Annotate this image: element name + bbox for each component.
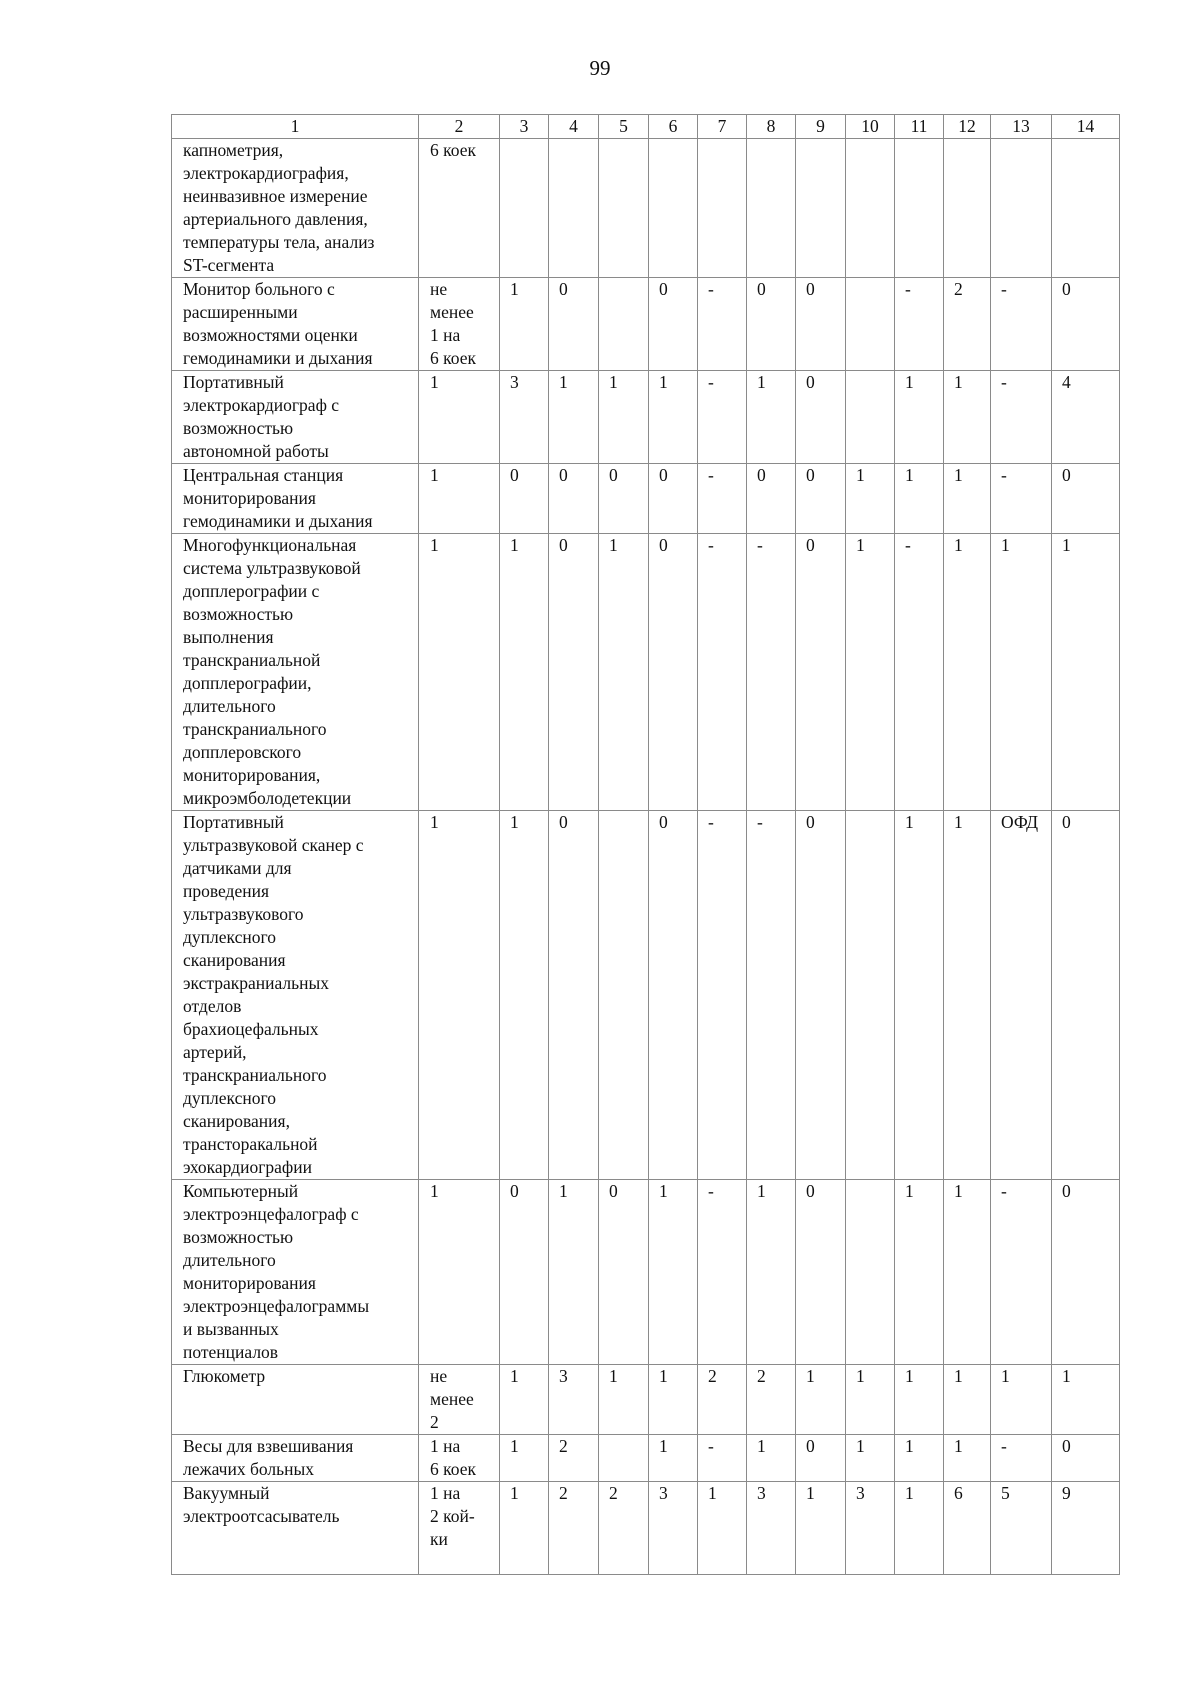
- value-cell: [698, 139, 747, 278]
- norm-line: 1: [430, 812, 439, 832]
- norm-cell: [419, 371, 500, 464]
- value-cell: [991, 139, 1052, 278]
- value-cell: 1: [895, 464, 944, 534]
- value-cell: 6: [944, 1482, 991, 1575]
- equipment-name-line: экстракраниальных: [183, 973, 329, 993]
- value-cell: 0: [796, 278, 846, 371]
- value-cell: 0: [796, 811, 846, 1180]
- equipment-name-line: Глюкометр: [183, 1366, 266, 1386]
- value-cell: 4: [1052, 371, 1120, 464]
- equipment-name-line: Весы для взвешивания: [183, 1436, 354, 1456]
- equipment-name-line: эхокардиографии: [183, 1157, 312, 1177]
- equipment-name-line: и вызванных: [183, 1319, 279, 1339]
- value-cell: 1: [895, 811, 944, 1180]
- value-cell: -: [991, 371, 1052, 464]
- column-header: 11: [895, 115, 944, 139]
- norm-line: 1: [430, 1181, 439, 1201]
- value-cell: [846, 371, 895, 464]
- column-header: 8: [747, 115, 796, 139]
- equipment-name-line: длительного: [183, 1250, 276, 1270]
- value-cell: 1: [944, 811, 991, 1180]
- norm-cell: [419, 1365, 500, 1435]
- equipment-name-line: датчиками для: [183, 858, 292, 878]
- equipment-name-line: сканирования,: [183, 1111, 290, 1131]
- equipment-name-line: трансторакальной: [183, 1134, 318, 1154]
- equipment-name-line: электроэнцефалограф с: [183, 1204, 359, 1224]
- equipment-name-cell: [172, 1180, 419, 1365]
- equipment-name-line: капнометрия,: [183, 140, 284, 160]
- norm-line: 6 коек: [430, 348, 476, 368]
- value-cell: -: [698, 1180, 747, 1365]
- equipment-name-cell: [172, 1482, 419, 1575]
- value-cell: -: [747, 534, 796, 811]
- value-cell: 1: [599, 1365, 649, 1435]
- norm-line: 1: [430, 535, 439, 555]
- column-header: 3: [500, 115, 549, 139]
- value-cell: 1: [649, 1435, 698, 1482]
- value-cell: 0: [649, 811, 698, 1180]
- equipment-name-line: электроэнцефалограммы: [183, 1296, 370, 1316]
- value-cell: -: [991, 1180, 1052, 1365]
- value-cell: 1: [649, 1365, 698, 1435]
- equipment-name-line: дуплексного: [183, 1088, 276, 1108]
- value-cell: 0: [649, 278, 698, 371]
- value-cell: -: [991, 278, 1052, 371]
- value-cell: -: [698, 278, 747, 371]
- value-cell: [846, 278, 895, 371]
- value-cell: 2: [549, 1482, 599, 1575]
- equipment-name-line: длительного: [183, 696, 276, 716]
- norm-line: не: [430, 279, 448, 299]
- value-cell: 0: [500, 464, 549, 534]
- value-cell: 0: [796, 1180, 846, 1365]
- equipment-name-line: Портативный: [183, 812, 284, 832]
- equipment-name-line: допплерографии,: [183, 673, 312, 693]
- value-cell: [944, 139, 991, 278]
- norm-cell: [419, 139, 500, 278]
- equipment-name-line: отделов: [183, 996, 242, 1016]
- equipment-name-line: Компьютерный: [183, 1181, 299, 1201]
- equipment-name-line: Центральная станция: [183, 465, 344, 485]
- table-row: [172, 1482, 1120, 1575]
- value-cell: -: [698, 1435, 747, 1482]
- equipment-name-line: микроэмболодетекции: [183, 788, 352, 808]
- table-row: [172, 371, 1120, 464]
- value-cell: 1: [796, 1365, 846, 1435]
- equipment-name-cell: [172, 811, 419, 1180]
- equipment-name-line: расширенными: [183, 302, 298, 322]
- value-cell: 1: [846, 1365, 895, 1435]
- value-cell: 1: [944, 464, 991, 534]
- norm-cell: [419, 1180, 500, 1365]
- column-header: 12: [944, 115, 991, 139]
- column-header: 13: [991, 115, 1052, 139]
- value-cell: [500, 139, 549, 278]
- value-cell: 1: [500, 278, 549, 371]
- equipment-name-cell: [172, 278, 419, 371]
- equipment-name-line: ультразвуковой сканер с: [183, 835, 364, 855]
- value-cell: 0: [747, 464, 796, 534]
- equipment-name-line: проведения: [183, 881, 270, 901]
- equipment-name-line: транскраниальной: [183, 650, 321, 670]
- norm-cell: [419, 1435, 500, 1482]
- table-row: [172, 1365, 1120, 1435]
- table-row: [172, 1180, 1120, 1365]
- value-cell: 1: [500, 811, 549, 1180]
- equipment-name-line: возможностью: [183, 418, 294, 438]
- norm-cell: [419, 1482, 500, 1575]
- value-cell: 1: [747, 1180, 796, 1365]
- column-header: 5: [599, 115, 649, 139]
- value-cell: 3: [500, 371, 549, 464]
- value-cell: 1: [1052, 534, 1120, 811]
- norm-line: 1: [430, 372, 439, 392]
- value-cell: [649, 139, 698, 278]
- value-cell: 1: [895, 1180, 944, 1365]
- value-cell: 1: [895, 1365, 944, 1435]
- value-cell: 0: [1052, 811, 1120, 1180]
- value-cell: 1: [500, 534, 549, 811]
- equipment-name-cell: [172, 371, 419, 464]
- value-cell: 0: [1052, 464, 1120, 534]
- norm-line: 1 на: [430, 1483, 461, 1503]
- equipment-name-line: допплеровского: [183, 742, 302, 762]
- norm-line: 1: [430, 465, 439, 485]
- value-cell: 1: [649, 1180, 698, 1365]
- value-cell: 1: [649, 371, 698, 464]
- equipment-name-cell: [172, 534, 419, 811]
- equipment-name-line: автономной работы: [183, 441, 329, 461]
- column-header: 7: [698, 115, 747, 139]
- value-cell: 1: [944, 534, 991, 811]
- value-cell: 0: [1052, 1435, 1120, 1482]
- norm-line: ки: [430, 1529, 448, 1549]
- equipment-name-line: Портативный: [183, 372, 284, 392]
- value-cell: 1: [1052, 1365, 1120, 1435]
- table-row: [172, 811, 1120, 1180]
- equipment-name-line: допплерографии с: [183, 581, 320, 601]
- column-header: 9: [796, 115, 846, 139]
- value-cell: 1: [846, 1435, 895, 1482]
- value-cell: 0: [549, 464, 599, 534]
- value-cell: 2: [698, 1365, 747, 1435]
- value-cell: 9: [1052, 1482, 1120, 1575]
- norm-line: 2: [430, 1412, 439, 1432]
- value-cell: [846, 1180, 895, 1365]
- value-cell: -: [895, 278, 944, 371]
- equipment-name-line: возможностями оценки: [183, 325, 358, 345]
- column-header: 14: [1052, 115, 1120, 139]
- value-cell: 0: [599, 464, 649, 534]
- norm-line: 6 коек: [430, 1459, 476, 1479]
- value-cell: 1: [599, 534, 649, 811]
- equipment-name-line: Монитор больного с: [183, 279, 335, 299]
- value-cell: 1: [895, 1435, 944, 1482]
- value-cell: 0: [796, 534, 846, 811]
- value-cell: -: [698, 534, 747, 811]
- value-cell: 0: [1052, 278, 1120, 371]
- norm-cell: [419, 464, 500, 534]
- equipment-name-line: лежачих больных: [183, 1459, 314, 1479]
- equipment-name-line: электрокардиография,: [183, 163, 349, 183]
- equipment-name-line: брахиоцефальных: [183, 1019, 319, 1039]
- equipment-name-line: Вакуумный: [183, 1483, 270, 1503]
- equipment-name-line: ультразвукового: [183, 904, 304, 924]
- norm-line: менее: [430, 302, 474, 322]
- value-cell: 0: [796, 371, 846, 464]
- norm-cell: [419, 278, 500, 371]
- value-cell: 2: [549, 1435, 599, 1482]
- norm-line: 2 кой-: [430, 1506, 475, 1526]
- norm-line: не: [430, 1366, 448, 1386]
- value-cell: 1: [944, 1435, 991, 1482]
- value-cell: 1: [500, 1482, 549, 1575]
- value-cell: 0: [549, 811, 599, 1180]
- equipment-name-line: гемодинамики и дыхания: [183, 348, 373, 368]
- value-cell: 0: [747, 278, 796, 371]
- value-cell: [1052, 139, 1120, 278]
- value-cell: 1: [549, 1180, 599, 1365]
- equipment-name-line: артерий,: [183, 1042, 247, 1062]
- norm-cell: [419, 534, 500, 811]
- value-cell: [599, 1435, 649, 1482]
- equipment-name-line: Многофункциональная: [183, 535, 357, 555]
- equipment-name-line: гемодинамики и дыхания: [183, 511, 373, 531]
- column-header: 2: [419, 115, 500, 139]
- table-body: [172, 139, 1120, 1575]
- equipment-name-line: температуры тела, анализ: [183, 232, 375, 252]
- value-cell: 3: [649, 1482, 698, 1575]
- value-cell: -: [895, 534, 944, 811]
- table-header-row: [172, 115, 1120, 139]
- value-cell: 0: [796, 1435, 846, 1482]
- value-cell: -: [698, 811, 747, 1180]
- equipment-name-line: электрокардиограф с: [183, 395, 340, 415]
- norm-line: 1 на: [430, 1436, 461, 1456]
- equipment-name-line: ST-сегмента: [183, 255, 275, 275]
- equipment-name-cell: [172, 464, 419, 534]
- value-cell: 0: [649, 464, 698, 534]
- value-cell: 1: [500, 1435, 549, 1482]
- value-cell: [747, 139, 796, 278]
- equipment-name-line: транскраниального: [183, 1065, 327, 1085]
- value-cell: 1: [991, 1365, 1052, 1435]
- value-cell: 3: [846, 1482, 895, 1575]
- value-cell: [549, 139, 599, 278]
- value-cell: 1: [846, 534, 895, 811]
- equipment-table: [171, 114, 1120, 1575]
- table-row: [172, 464, 1120, 534]
- value-cell: 2: [747, 1365, 796, 1435]
- value-cell: 1: [944, 371, 991, 464]
- value-cell: [895, 139, 944, 278]
- value-cell: 0: [549, 534, 599, 811]
- value-cell: 0: [1052, 1180, 1120, 1365]
- value-cell: 1: [549, 371, 599, 464]
- column-header: 4: [549, 115, 599, 139]
- value-cell: 3: [549, 1365, 599, 1435]
- column-header: 10: [846, 115, 895, 139]
- value-cell: [846, 139, 895, 278]
- equipment-name-cell: [172, 139, 419, 278]
- value-cell: [846, 811, 895, 1180]
- value-cell: [599, 278, 649, 371]
- equipment-name-line: неинвазивное измерение: [183, 186, 368, 206]
- equipment-name-line: электроотсасыватель: [183, 1506, 340, 1526]
- value-cell: 0: [796, 464, 846, 534]
- equipment-name-cell: [172, 1365, 419, 1435]
- value-cell: 0: [549, 278, 599, 371]
- equipment-name-line: потенциалов: [183, 1342, 279, 1362]
- value-cell: [796, 139, 846, 278]
- value-cell: 1: [846, 464, 895, 534]
- equipment-name-line: артериального давления,: [183, 209, 368, 229]
- value-cell: 1: [500, 1365, 549, 1435]
- value-cell: -: [698, 371, 747, 464]
- value-cell: 1: [698, 1482, 747, 1575]
- value-cell: 0: [649, 534, 698, 811]
- value-cell: [599, 139, 649, 278]
- equipment-name-line: выполнения: [183, 627, 274, 647]
- value-cell: 2: [944, 278, 991, 371]
- value-cell: [599, 811, 649, 1180]
- value-cell: 5: [991, 1482, 1052, 1575]
- equipment-name-line: мониторирования: [183, 488, 316, 508]
- norm-line: менее: [430, 1389, 474, 1409]
- column-header: 6: [649, 115, 698, 139]
- value-cell: ОФД: [991, 811, 1052, 1180]
- value-cell: 2: [599, 1482, 649, 1575]
- value-cell: 1: [796, 1482, 846, 1575]
- page-number: 99: [589, 56, 611, 80]
- equipment-name-line: сканирования: [183, 950, 286, 970]
- value-cell: -: [698, 464, 747, 534]
- table-row: [172, 534, 1120, 811]
- value-cell: 3: [747, 1482, 796, 1575]
- value-cell: 1: [944, 1365, 991, 1435]
- equipment-name-line: дуплексного: [183, 927, 276, 947]
- equipment-name-line: мониторирования: [183, 1273, 316, 1293]
- equipment-name-line: транскраниального: [183, 719, 327, 739]
- norm-line: 1 на: [430, 325, 461, 345]
- value-cell: -: [991, 464, 1052, 534]
- equipment-name-line: возможностью: [183, 604, 294, 624]
- norm-line: 6 коек: [430, 140, 476, 160]
- value-cell: 1: [599, 371, 649, 464]
- value-cell: 1: [747, 371, 796, 464]
- equipment-name-line: мониторирования,: [183, 765, 321, 785]
- table-row: [172, 139, 1120, 278]
- value-cell: -: [747, 811, 796, 1180]
- value-cell: -: [991, 1435, 1052, 1482]
- equipment-name-cell: [172, 1435, 419, 1482]
- value-cell: 1: [944, 1180, 991, 1365]
- table-row: [172, 278, 1120, 371]
- value-cell: 0: [500, 1180, 549, 1365]
- equipment-name-line: система ультразвуковой: [183, 558, 361, 578]
- value-cell: 1: [895, 1482, 944, 1575]
- table-row: [172, 1435, 1120, 1482]
- value-cell: 0: [599, 1180, 649, 1365]
- value-cell: 1: [895, 371, 944, 464]
- equipment-name-line: возможностью: [183, 1227, 294, 1247]
- column-header: 1: [172, 115, 419, 139]
- value-cell: 1: [991, 534, 1052, 811]
- norm-cell: [419, 811, 500, 1180]
- value-cell: 1: [747, 1435, 796, 1482]
